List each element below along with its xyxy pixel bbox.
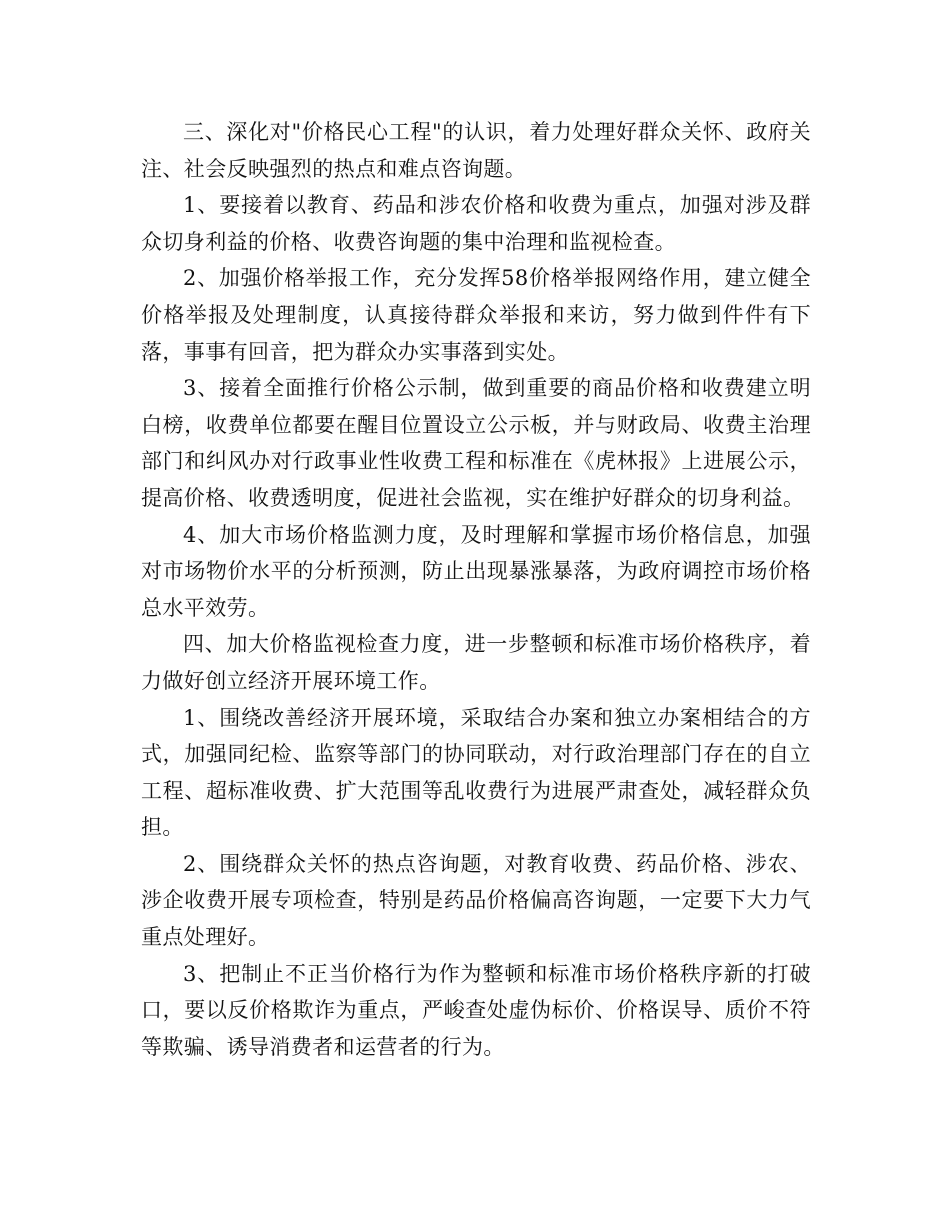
paragraph-item-2: 2、加强价格举报工作，充分发挥58价格举报网络作用，建立健全价格举报及处理制度，认真接待群众举报和来访，努力做到件件有下落，事事有回音，把为群众办实事落到实处。 — [141, 266, 811, 364]
paragraph-item-1: 1、围绕改善经济开展环境，采取结合办案和独立办案相结合的方式，加强同纪检、监察等部门的协同联动，对行政治理部门存在的自立工程、超标准收费、扩大范围等乱收费行为进展严肃查处，减轻群众负担。 — [141, 705, 811, 840]
paragraph-item-3: 3、接着全面推行价格公示制，做到重要的商品价格和收费建立明白榜，收费单位都要在醒目位置设立公示板，并与财政局、收费主治理部门和纠风办对行政事业性收费工程和标准在《虎林报》上进展公示，提高价格、收费透明度，促进社会监视，实在维护好群众的切身利益。 — [141, 376, 811, 510]
paragraph-item-3: 3、把制止不正当价格行为作为整顿和标准市场价格秩序新的打破口，要以反价格欺诈为重点，严峻查处虚伪标价、价格误导、质价不符等欺骗、诱导消费者和运营者的行为。 — [141, 961, 811, 1059]
paragraph-item-4: 4、加大市场价格监测力度，及时理解和掌握市场价格信息，加强对市场物价水平的分析预测，防止出现暴涨暴落，为政府调控市场价格总水平效劳。 — [141, 522, 811, 620]
document-body — [141, 114, 811, 1065]
paragraph-item-2: 2、围绕群众关怀的热点咨询题，对教育收费、药品价格、涉农、涉企收费开展专项检查，特别是药品价格偏高咨询题，一定要下大力气重点处理好。 — [141, 851, 811, 950]
paragraph-item-1: 1、要接着以教育、药品和涉农价格和收费为重点，加强对涉及群众切身利益的价格、收费咨询题的集中治理和监视检查。 — [141, 193, 811, 254]
paragraph-section-three-heading: 三、深化对"价格民心工程"的认识，着力处理好群众关怀、政府关注、社会反映强烈的热点和难点咨询题。 — [141, 120, 811, 181]
paragraph-section-four-heading: 四、加大价格监视检查力度，进一步整顿和标准市场价格秩序，着力做好创立经济开展环境工作。 — [141, 632, 811, 693]
